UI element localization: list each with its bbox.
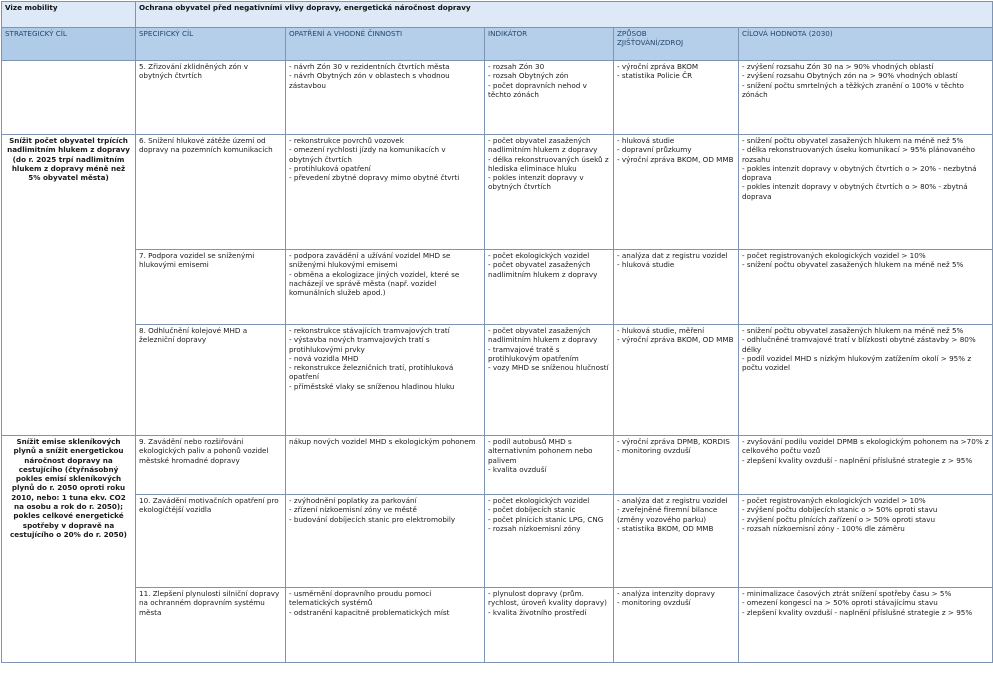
measures-cell: - zvýhodnění poplatky za parkování - zřízení nízkoemisní zóny ve městě - budování dobíjecích stanic pro elektromobily [286,495,485,588]
table-row [2,325,993,436]
method-cell: - analýza intenzity dopravy - monitoring ovzduší [614,588,739,663]
specific-goal-cell: 7. Podpora vozidel se sníženými hlukovými emisemi [136,250,286,325]
header-measures: OPATŘENÍ A VHODNÉ ČINNOSTI [286,28,485,61]
method-cell: - analýza dat z registru vozidel - hluková studie [614,250,739,325]
target-cell: - počet registrovaných ekologických vozidel > 10% - snížení počtu obyvatel zasažených hlukem na méně než 5% [739,250,993,325]
table-row [2,61,993,135]
target-cell: - snížení počtu obyvatel zasažených hlukem na méně než 5% - odhlučněné tramvajové tratí v blízkosti obytné zástavby > 80% délky - podíl vozidel MHD s nízkým hlukovým zatížením okolí > 95% z počtu vozidel [739,325,993,436]
specific-goal-cell: 6. Snížení hlukové zátěže území od dopravy na pozemních komunikacích [136,135,286,250]
specific-goal-cell: 5. Zřizování zklidněných zón v obytných čtvrtích [136,61,286,135]
table-row [2,588,993,663]
indicator-cell: - plynulost dopravy (prům. rychlost, úroveň kvality dopravy) - kvalita životního prostředí [485,588,614,663]
header-specific-goal: SPECIFICKÝ CÍL [136,28,286,61]
method-cell: - výroční zpráva DPMB, KORDIS - monitoring ovzduší [614,436,739,495]
method-cell: - analýza dat z registru vozidel - zveřejněné firemní bilance (změny vozového parku) - statistika BKOM, OD MMB [614,495,739,588]
table-row [2,135,993,250]
method-cell: - výroční zpráva BKOM - statistika Policie ČR [614,61,739,135]
table-title: Ochrana obyvatel před negativními vlivy dopravy, energetická náročnost dopravy [136,2,993,28]
indicator-cell: - počet obyvatel zasažených nadlimitním hlukem z dopravy - tramvajové tratě s protihlukovým opatřením - vozy MHD se sníženou hlučností [485,325,614,436]
header-method-source: ZPŮSOB ZJIŠŤOVÁNÍ/ZDROJ [614,28,739,61]
target-cell: - zvýšení rozsahu Zón 30 na > 90% vhodných oblastí - zvýšení rozsahu Obytných zón na > 90% vhodných oblastí - snížení počtu smrtelných a těžkých zranění o 100% v těchto zónách [739,61,993,135]
strategic-goal-noise: Snížit počet obyvatel trpících nadlimitním hlukem z dopravy (do r. 2025 trpí nadlimitním hlukem z dopravy méně než 5% obyvatel města) [2,135,136,436]
target-cell: - počet registrovaných ekologických vozidel > 10% - zvýšení počtu dobíjecích stanic o > 50% oproti stavu - zvýšení počtu plnících zařízení o > 50% oproti stavu - rozsah nízkoemisní zóny - 100% dle záměru [739,495,993,588]
measures-cell: - návrh Zón 30 v rezidentních čtvrtích města - návrh Obytných zón v oblastech s vhodnou zástavbou [286,61,485,135]
table-row [2,495,993,588]
target-cell: - snížení počtu obyvatel zasažených hlukem na méně než 5% - délka rekonstruovaných úseku komunikací > 95% plánovaného rozsahu - pokles intenzit dopravy v obytných čtvrtích o > 20% - nezbytná doprava - pokles intenzit dopravy v obytných čtvrtích o > 80% - zbytná doprava [739,135,993,250]
target-cell: - zvyšování podílu vozidel DPMB s ekologickým pohonem na >70% z celkového počtu vozů - zlepšení kvality ovzduší - naplnění příslušné strategie z > 95% [739,436,993,495]
specific-goal-cell: 9. Zavádění nebo rozšiřování ekologických paliv a pohonů vozidel městské hromadné dopravy [136,436,286,495]
measures-cell: nákup nových vozidel MHD s ekologickým pohonem [286,436,485,495]
title-row [2,2,993,28]
indicator-cell: - počet obyvatel zasažených nadlimitním hlukem z dopravy - délka rekonstruovaných úseků z hlediska eliminace hluku - pokles intenzit dopravy v obytných čtvrtích [485,135,614,250]
strategic-goal-emissions: Snížit emise skleníkových plynů a snížit energetickou náročnost dopravy na cestujícího (čtyřnásobný pokles emisí skleníkových plynů do r. 2050 oproti roku 2010, nebo: 1 tuna ekv. CO2 na osobu a rok do r. 2050); pokles celkové energetické spotřeby v dopravě na cestujícího o 20% do r. 2050) [2,436,136,663]
method-cell: - hluková studie, měření - výroční zpráva BKOM, OD MMB [614,325,739,436]
indicator-cell: - podíl autobusů MHD s alternativním pohonem nebo palivem - kvalita ovzduší [485,436,614,495]
table-row [2,436,993,495]
indicator-cell: - počet ekologických vozidel - počet obyvatel zasažených nadlimitním hlukem z dopravy [485,250,614,325]
indicator-cell: - počet ekologických vozidel - počet dobíjecích stanic - počet plnících stanic LPG, CNG - rozsah nízkoemisní zóny [485,495,614,588]
measures-cell: - rekonstrukce povrchů vozovek - omezení rychlosti jízdy na komunikacích v obytných čtvrtích - protihluková opatření - převedení zbytné dopravy mimo obytné čtvrti [286,135,485,250]
specific-goal-cell: 10. Zavádění motivačních opatření pro ekologičtější vozidla [136,495,286,588]
specific-goal-cell: 8. Odhlučnění kolejové MHD a železniční dopravy [136,325,286,436]
table-row [2,250,993,325]
column-header-row [2,28,993,61]
header-strategic-goal: STRATEGICKÝ CÍL [2,28,136,61]
goals-table [1,1,993,663]
specific-goal-cell: 11. Zlepšení plynulosti silniční dopravy na ochranném dopravním systému města [136,588,286,663]
measures-cell: - usměrnění dopravního proudu pomocí telematických systémů - odstranění kapacitně problematických míst [286,588,485,663]
header-target-value: CÍLOVÁ HODNOTA (2030) [739,28,993,61]
header-indicator: INDIKÁTOR [485,28,614,61]
target-cell: - minimalizace časových ztrát snížení spotřeby času > 5% - omezení kongescí na > 50% oproti stávajícímu stavu - zlepšení kvality ovzduší - naplnění příslušné strategie z > 95% [739,588,993,663]
indicator-cell: - rozsah Zón 30 - rozsah Obytných zón - počet dopravních nehod v těchto zónách [485,61,614,135]
measures-cell: - rekonstrukce stávajících tramvajových tratí - výstavba nových tramvajových tratí s protihlukovými prvky - nová vozidla MHD - rekonstrukce železničních tratí, protihluková opatření - příměstské vlaky se sníženou hladinou hluku [286,325,485,436]
strategic-goal-empty [2,61,136,135]
vision-label: Vize mobility [2,2,136,28]
method-cell: - hluková studie - dopravní průzkumy - výroční zpráva BKOM, OD MMB [614,135,739,250]
measures-cell: - podpora zavádění a užívání vozidel MHD se sníženými hlukovými emisemi - obměna a ekologizace jiných vozidel, které se nacházejí ve správě města (např. vozidel komunálních služeb apod.) [286,250,485,325]
